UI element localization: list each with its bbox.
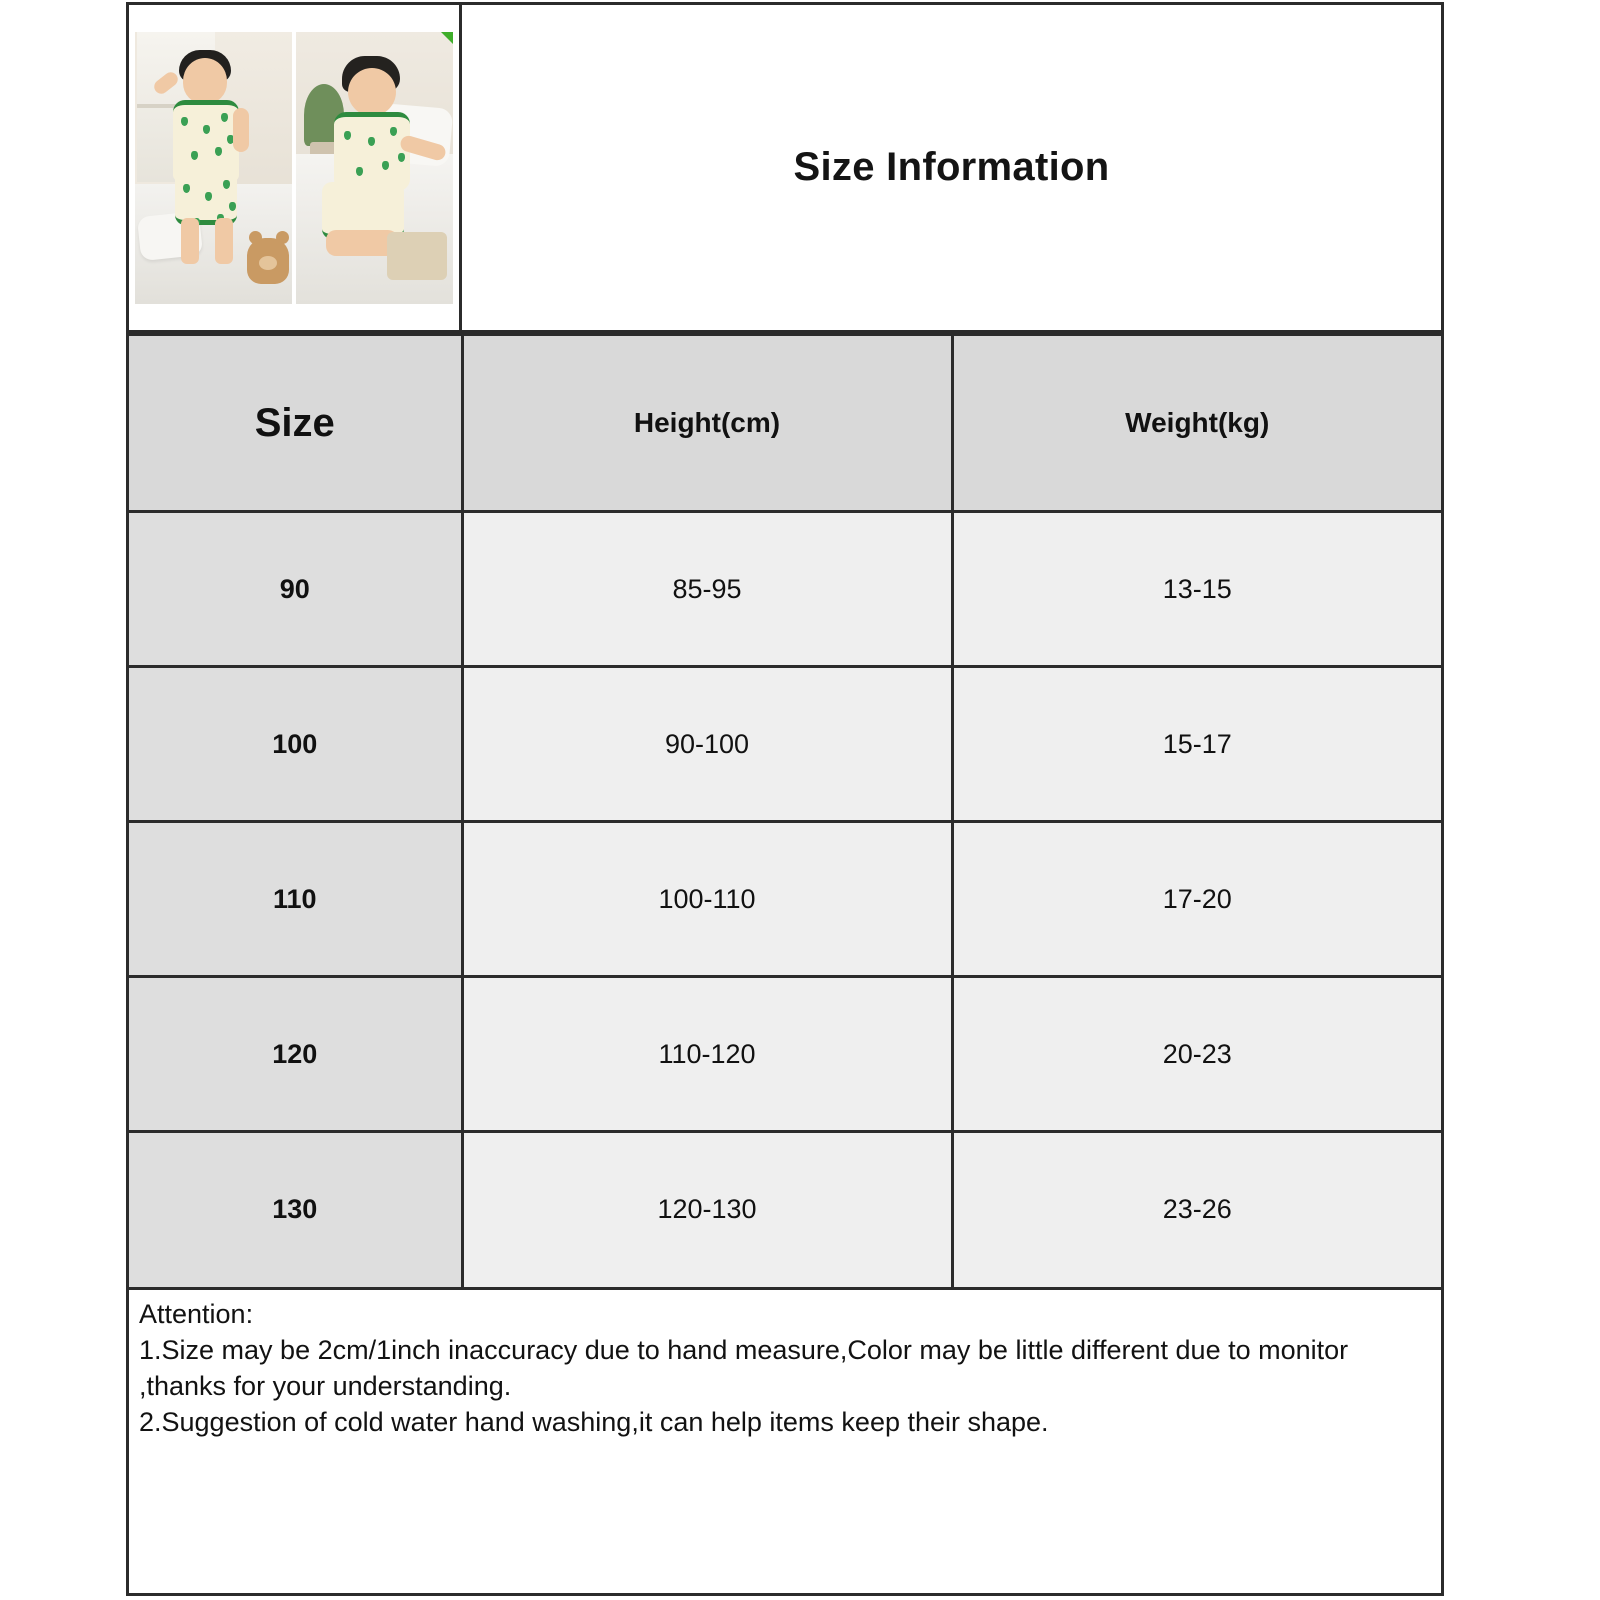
product-photo-cell bbox=[129, 5, 462, 330]
photo-child-leg-left bbox=[181, 218, 199, 264]
column-header-height: Height(cm) bbox=[462, 335, 952, 512]
attention-line-1: 1.Size may be 2cm/1inch inaccuracy due to hand measure,Color may be little different due to monitor ,thanks for your understanding. bbox=[139, 1334, 1349, 1401]
cell-weight: 17-20 bbox=[952, 822, 1441, 977]
green-corner-tag-icon bbox=[438, 32, 453, 47]
cell-height: 120-130 bbox=[462, 1132, 952, 1287]
photo-child-shorts bbox=[175, 172, 237, 225]
product-photo-left bbox=[135, 32, 292, 304]
cell-size: 120 bbox=[129, 977, 462, 1132]
cell-height: 110-120 bbox=[462, 977, 952, 1132]
column-header-size: Size bbox=[129, 335, 462, 512]
product-photo-right bbox=[296, 32, 453, 304]
size-chart-sheet bbox=[126, 2, 1444, 1596]
page-title: Size Information bbox=[793, 145, 1110, 189]
cell-height: 90-100 bbox=[462, 667, 952, 822]
photo2-child-top bbox=[334, 112, 410, 191]
cell-weight: 20-23 bbox=[952, 977, 1441, 1132]
cell-height: 100-110 bbox=[462, 822, 952, 977]
attention-heading: Attention: bbox=[139, 1298, 254, 1329]
table-row bbox=[129, 667, 1441, 822]
photo-child-head bbox=[183, 58, 227, 104]
cell-size: 100 bbox=[129, 667, 462, 822]
cell-weight: 15-17 bbox=[952, 667, 1441, 822]
title-cell bbox=[462, 5, 1441, 330]
teddy-bear-icon bbox=[247, 238, 289, 284]
cell-size: 110 bbox=[129, 822, 462, 977]
cell-weight: 13-15 bbox=[952, 512, 1441, 667]
cell-size: 90 bbox=[129, 512, 462, 667]
photo2-child-head bbox=[348, 68, 396, 116]
attention-block bbox=[129, 1287, 1441, 1594]
header-band bbox=[129, 5, 1441, 333]
cell-height: 85-95 bbox=[462, 512, 952, 667]
product-photo-strip bbox=[135, 32, 453, 304]
attention-line-2: 2.Suggestion of cold water hand washing,it can help items keep their shape. bbox=[139, 1407, 1049, 1438]
cell-size: 130 bbox=[129, 1132, 462, 1287]
cell-weight: 23-26 bbox=[952, 1132, 1441, 1287]
table-row bbox=[129, 977, 1441, 1132]
photo-child-top bbox=[173, 100, 239, 181]
size-table bbox=[129, 333, 1441, 1287]
table-header-row bbox=[129, 335, 1441, 512]
photo-child-arm-right bbox=[233, 108, 249, 152]
photo-child-leg-right bbox=[215, 218, 233, 264]
photo2-basket bbox=[387, 232, 447, 280]
table-row bbox=[129, 512, 1441, 667]
table-row bbox=[129, 1132, 1441, 1287]
table-row bbox=[129, 822, 1441, 977]
column-header-weight: Weight(kg) bbox=[952, 335, 1441, 512]
